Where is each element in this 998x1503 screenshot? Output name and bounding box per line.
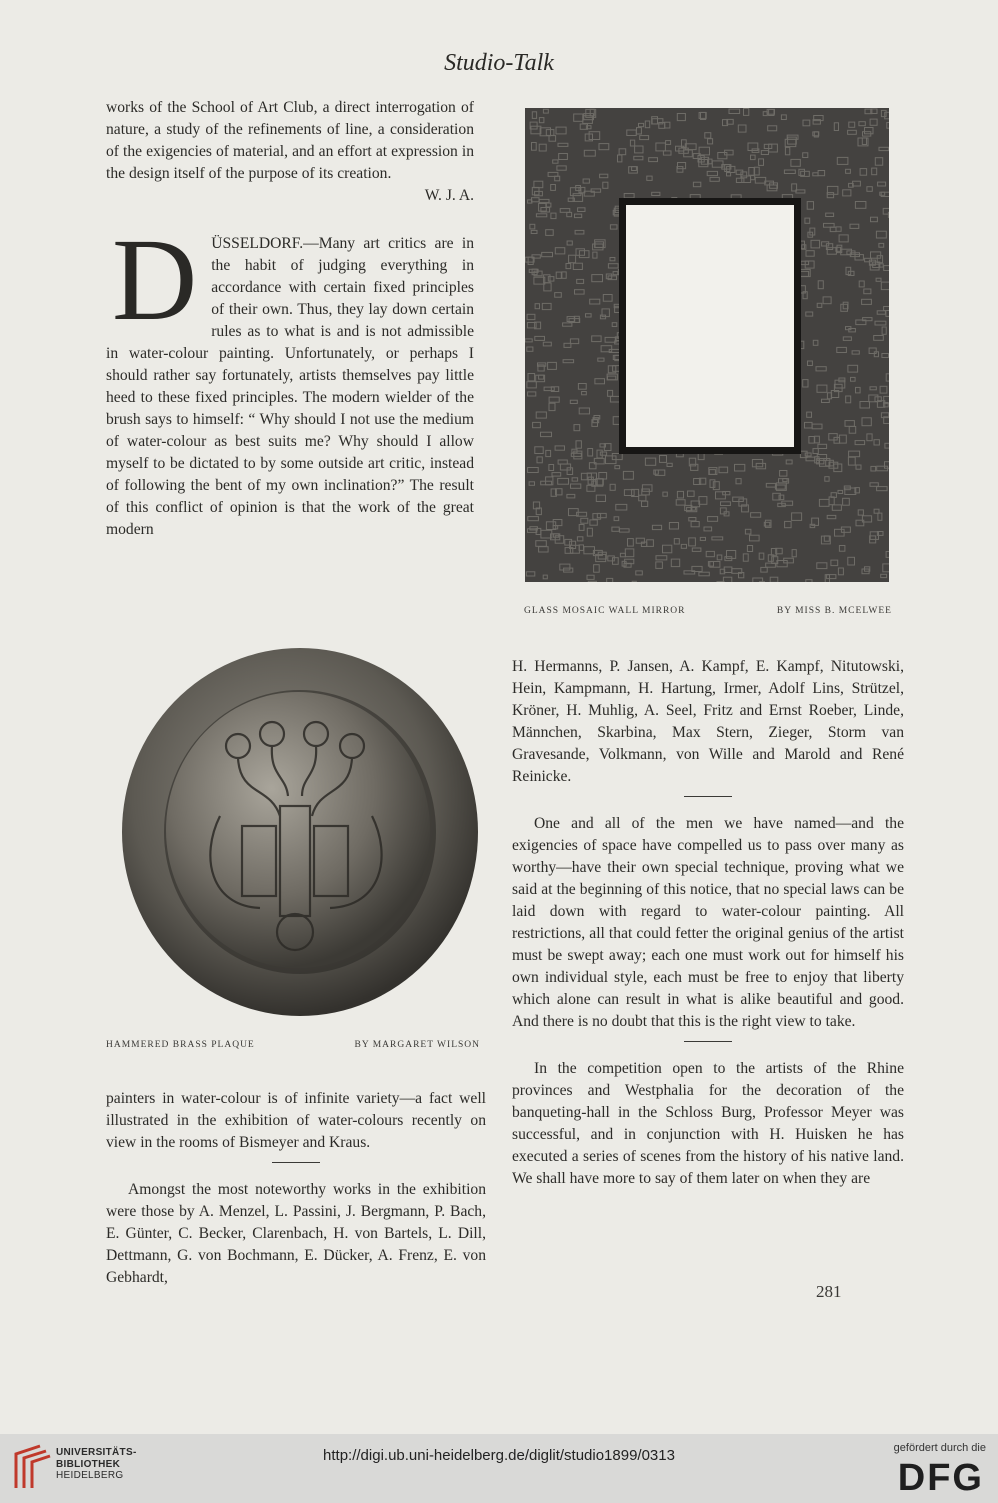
digitization-footer (0, 1434, 998, 1503)
section-divider (684, 796, 732, 797)
mirror-caption (524, 606, 892, 616)
plaque-caption-artist: BY MARGARET WILSON (354, 1040, 480, 1050)
dusseldorf-section (106, 214, 474, 541)
funded-by-label: gefördert durch die (893, 1442, 986, 1454)
intro-paragraph: works of the School of Art Club, a direct interrogation of nature, a study of the refinements of line, a consideration of the exigencies of material, and an effort at expression in the design itself of the purpose of its creation. (106, 99, 474, 182)
dfg-logo: DFG (897, 1457, 984, 1499)
dusseldorf-paragraph: ÜSSELDORF.—Many art critics are in the habit of judging everything in accordance with certain fixed principles of their own. Thus, they lay down certain rules as to what is and is not admissible in water-colour painting. Unfortunately, or perhaps I should rather say fortunately, artists themselves pay little heed to these fixed principles. The modern wielder of the brush says to himself: “ Why should I not use the medium of water-colour as best suits me? Why should I allow myself to be dictated to by some outside art critic, instead of following the bent of my own inclination?” The result of this conflict of opinion is that the work of the great modern (106, 235, 474, 538)
names-paragraph: H. Hermanns, P. Jansen, A. Kampf, E. Kampf, Nitutowski, Hein, Kampmann, H. Hartung, Irmer, Adolf Lins, Strützel, Kröner, H. Muhlig, A. Seel, Fritz and Ernst Roeber, Linde, Männchen, Skarbina, Max Stern, Zieger, Storm van Gravesande, Volkmann, von Wille and Marold and René Reinicke. (512, 658, 904, 785)
right-column (512, 656, 904, 1190)
mirror-caption-title: GLASS MOSAIC WALL MIRROR (524, 606, 686, 616)
page-number: 281 (816, 1282, 842, 1301)
plaque-caption (106, 1040, 480, 1050)
section-divider (684, 1041, 732, 1042)
mosaic-mirror-image (525, 108, 889, 582)
mirror-caption-artist: BY MISS B. MCELWEE (776, 606, 892, 616)
library-name-line-1: UNIVERSITÄTS- (56, 1447, 137, 1458)
section-divider (272, 1162, 320, 1163)
plaque-caption-title: HAMMERED BRASS PLAQUE (106, 1040, 255, 1050)
left-column-bottom (106, 1088, 486, 1289)
left-column-top (106, 97, 474, 541)
library-name-line-2: BIBLIOTHEK (56, 1458, 121, 1470)
author-signature: W. J. A. (424, 187, 474, 204)
amongst-paragraph: Amongst the most noteworthy works in the exhibition were those by A. Menzel, L. Passini, J. Bergmann, P. Bach, E. Günter, C. Becker, Clarenbach, H. von Bartels, L. Dill, Dettmann, G. von Bochmann, E. Dücker, A. Frenz, E. von Gebhardt, (106, 1181, 486, 1286)
permalink-url[interactable]: http://digi.ub.uni-heidelberg.de/diglit/studio1899/0313 (323, 1447, 675, 1464)
one-and-all-paragraph: One and all of the men we have named—and the exigencies of space have compelled us to pass over many as worthy—have their own special technique, proving what we said at the beginning of this notice, that no special laws can be laid down with regard to water-colour painting. All restrictions, all that could fetter the original genius of the artist must be swept away; each one must work out for himself his own individual style, each must be free to enjoy that liberty which alone can result in what is alike beautiful and good. And there is no doubt that this is the right view to take. (512, 815, 904, 1030)
drop-cap: D (112, 214, 198, 345)
continuation-paragraph: painters in water-colour is of infinite variety—a fact well illustrated in the exhibition of water-colours recently on view in the rooms of Bismeyer and Kraus. (106, 1090, 486, 1151)
competition-paragraph: In the competition open to the artists of the Rhine provinces and Westphalia for the decoration of the banqueting-hall in the Schloss Burg, Professor Meyer was successful, and in conjunction with H. Huisken he has executed a series of scenes from the history of his native land. We shall have more to say of them later on when they are (512, 1060, 904, 1187)
library-name-line-3: HEIDELBERG (56, 1470, 124, 1481)
brass-plaque-image (120, 646, 480, 1018)
running-header: Studio-Talk (444, 50, 554, 76)
